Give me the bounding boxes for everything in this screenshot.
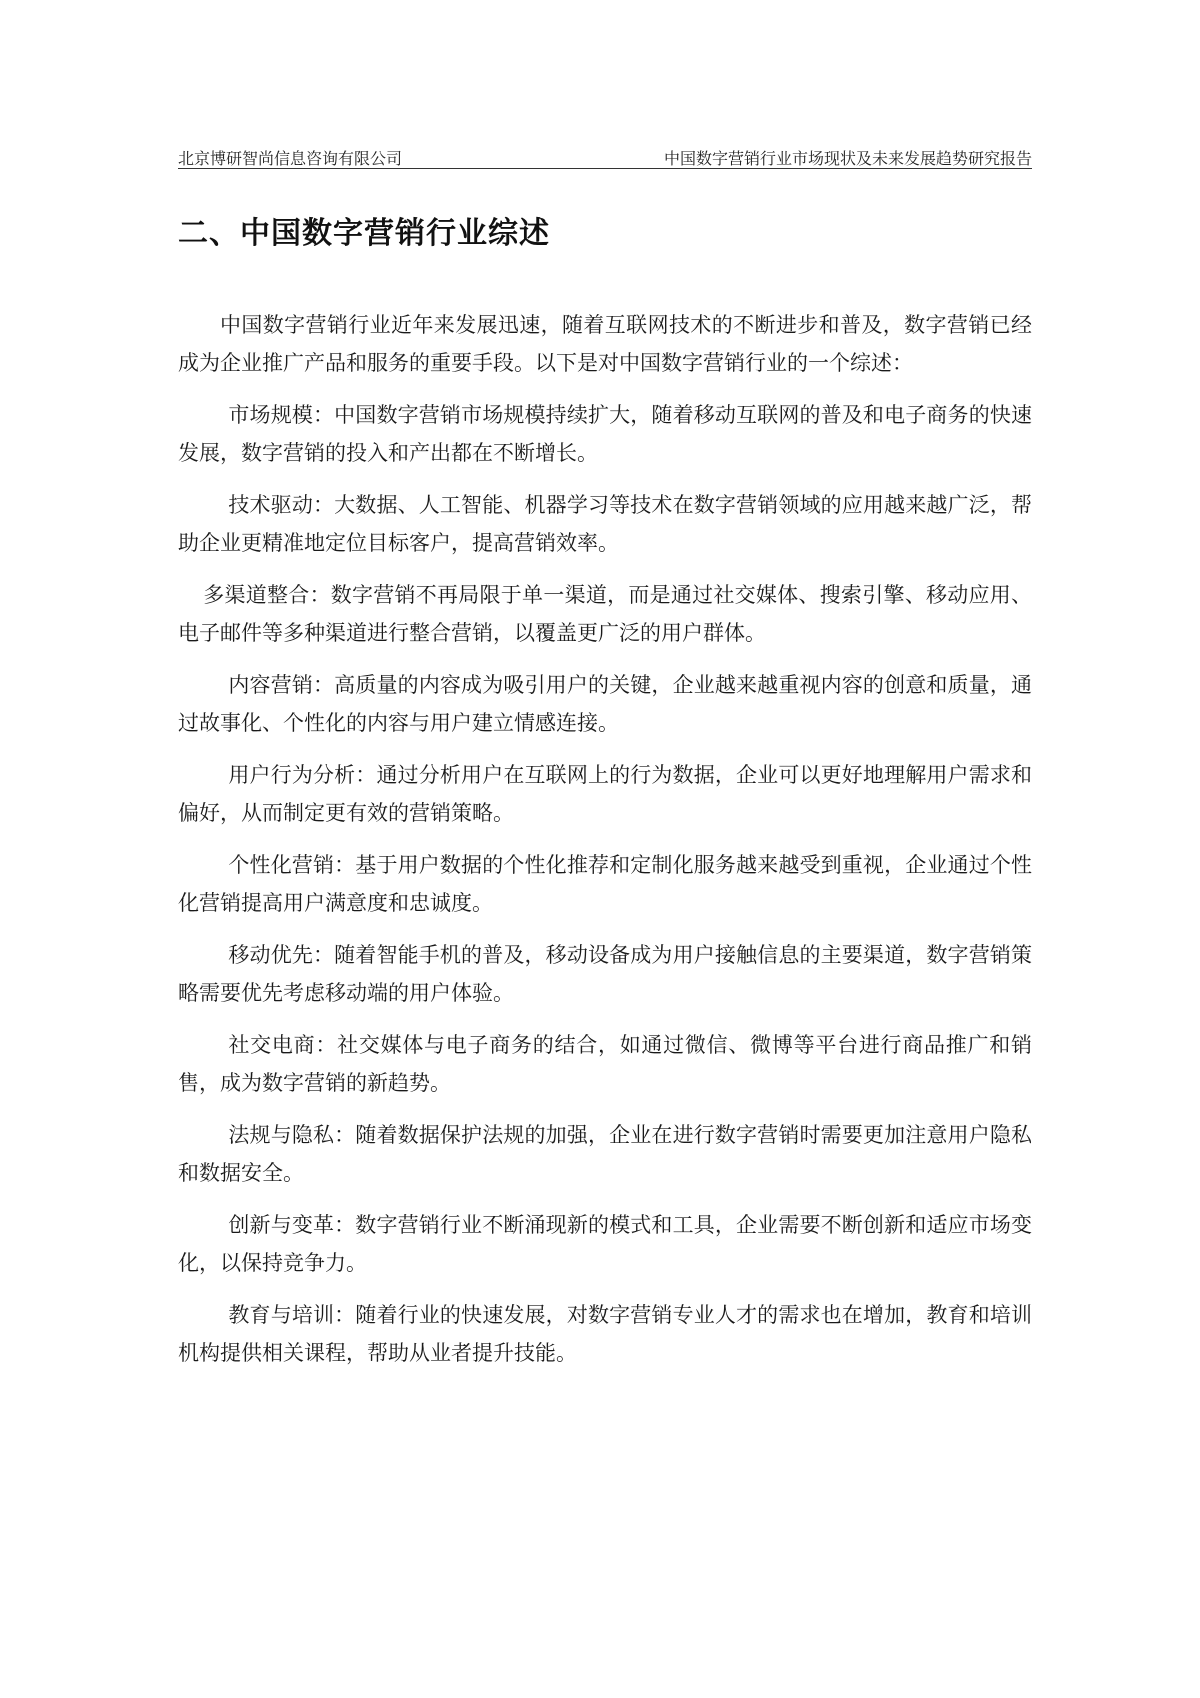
header-report-title: 中国数字营销行业市场现状及未来发展趋势研究报告 xyxy=(663,149,1032,168)
item-regulation-privacy: 法规与隐私：随着数据保护法规的加强，企业在进行数字营销时需要更加注意用户隐私和数据安全。 xyxy=(178,1123,1032,1185)
item-user-behavior: 用户行为分析：通过分析用户在互联网上的行为数据，企业可以更好地理解用户需求和偏好，从而制定更有效的营销策略。 xyxy=(178,763,1032,825)
item-mobile-first: 移动优先：随着智能手机的普及，移动设备成为用户接触信息的主要渠道，数字营销策略需要优先考虑移动端的用户体验。 xyxy=(178,943,1032,1005)
section-title: 二、中国数字营销行业综述 xyxy=(178,216,550,251)
item-innovation: 创新与变革：数字营销行业不断涌现新的模式和工具，企业需要不断创新和适应市场变化，以保持竞争力。 xyxy=(178,1213,1032,1275)
item-tech-driven: 技术驱动：大数据、人工智能、机器学习等技术在数字营销领域的应用越来越广泛，帮助企业更精准地定位目标客户，提高营销效率。 xyxy=(178,493,1032,555)
page-header xyxy=(178,143,1032,169)
item-market-size: 市场规模：中国数字营销市场规模持续扩大，随着移动互联网的普及和电子商务的快速发展，数字营销的投入和产出都在不断增长。 xyxy=(178,403,1032,465)
header-divider xyxy=(178,168,1032,169)
document-body xyxy=(178,306,1032,1386)
item-personalization: 个性化营销：基于用户数据的个性化推荐和定制化服务越来越受到重视，企业通过个性化营销提高用户满意度和忠诚度。 xyxy=(178,853,1032,915)
item-education-training: 教育与培训：随着行业的快速发展，对数字营销专业人才的需求也在增加，教育和培训机构提供相关课程，帮助从业者提升技能。 xyxy=(178,1303,1032,1365)
item-social-commerce: 社交电商：社交媒体与电子商务的结合，如通过微信、微博等平台进行商品推广和销售，成为数字营销的新趋势。 xyxy=(178,1033,1032,1095)
header-company: 北京博研智尚信息咨询有限公司 xyxy=(178,149,403,168)
item-multichannel: 多渠道整合：数字营销不再局限于单一渠道，而是通过社交媒体、搜索引擎、移动应用、电子邮件等多种渠道进行整合营销，以覆盖更广泛的用户群体。 xyxy=(178,583,1032,645)
intro-paragraph: 中国数字营销行业近年来发展迅速，随着互联网技术的不断进步和普及，数字营销已经成为企业推广产品和服务的重要手段。以下是对中国数字营销行业的一个综述： xyxy=(178,313,1032,375)
item-content-marketing: 内容营销：高质量的内容成为吸引用户的关键，企业越来越重视内容的创意和质量，通过故事化、个性化的内容与用户建立情感连接。 xyxy=(178,673,1032,735)
